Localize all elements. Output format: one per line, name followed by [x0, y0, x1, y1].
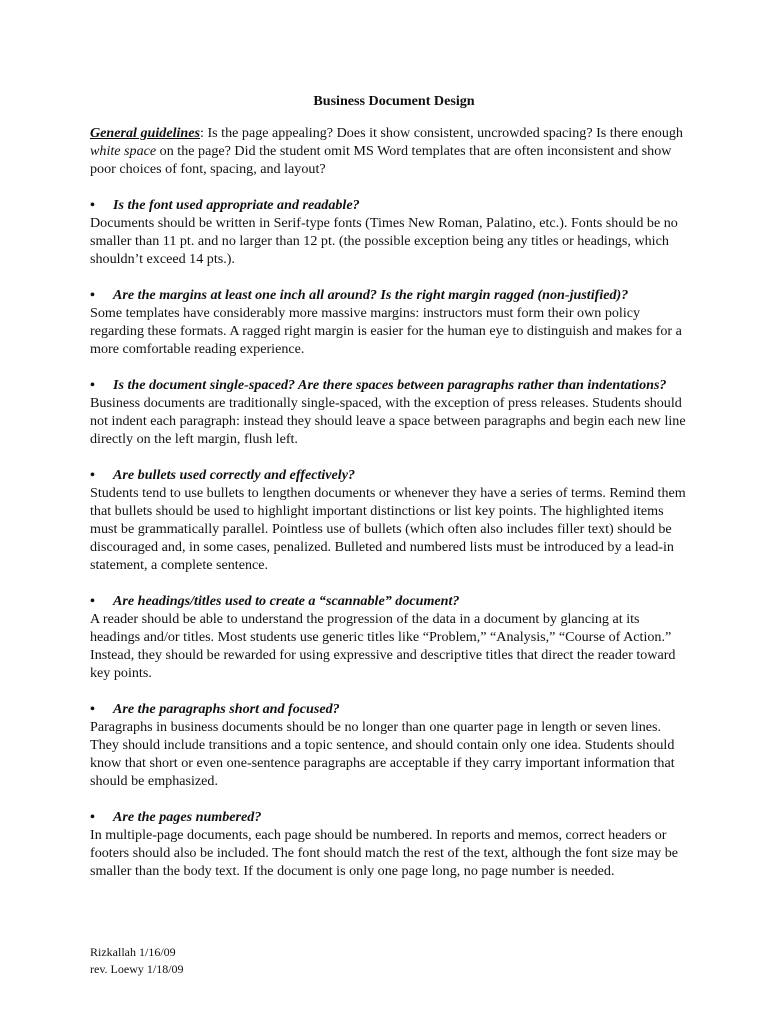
section-question [90, 466, 690, 484]
section-body: Business documents are traditionally single-spaced, with the exception of press releases. Students should not indent each paragraph: instead they should leave a space between paragraphs and begin each new line directly on the left margin, flush left. [90, 395, 686, 447]
question-text: Is the font used appropriate and readable? [113, 197, 360, 213]
section-page-numbers [90, 808, 690, 880]
section-question [90, 592, 690, 610]
section-body: Documents should be written in Serif-type fonts (Times New Roman, Palatino, etc.). Fonts should be no smaller than 11 pt. and no larger than 12 pt. (the possible exception being any titles or headings, which shouldn’t exceed 14 pts.). [90, 215, 678, 267]
bullet-icon: • [90, 701, 95, 717]
bullet-icon: • [90, 809, 95, 825]
document-footer [90, 944, 184, 978]
section-body: Students tend to use bullets to lengthen documents or whenever they have a series of terms. Remind them that bullets should be used to highlight important distinctions or list key points. The highlighted items must be grammatically parallel. Pointless use of bullets (which often also includes filler text) should be discouraged and, in some cases, penalized. Bulleted and numbered lists must be introduced by a lead-in statement, a complete sentence. [90, 485, 686, 573]
question-text: Are the margins at least one inch all around? Is the right margin ragged (non-justified)? [113, 287, 629, 303]
document-title: Business Document Design [313, 93, 475, 109]
question-text: Are headings/titles used to create a “scannable” document? [113, 593, 460, 609]
footer-revision-line: rev. Loewy 1/18/09 [90, 962, 184, 976]
section-body: In multiple-page documents, each page should be numbered. In reports and memos, correct headers or footers should also be included. The font should match the rest of the text, although the font size may be smaller than the body text. If the document is only one page long, no page number is needed. [90, 827, 679, 879]
intro-text-2: on the page? Did the student omit MS Word templates that are often inconsistent and show poor choices of font, spacing, and layout? [90, 143, 672, 177]
section-margins [90, 286, 690, 358]
intro-text-1: : Is the page appealing? Does it show consistent, uncrowded spacing? Is there enough [200, 125, 683, 141]
bullet-icon: • [90, 593, 95, 609]
footer-author-line: Rizkallah 1/16/09 [90, 945, 176, 959]
general-guidelines-lead: General guidelines [90, 125, 201, 141]
section-spacing [90, 376, 690, 448]
section-body: Paragraphs in business documents should be no longer than one quarter page in length or seven lines. They should include transitions and a topic sentence, and should contain only one idea. Students should know that short or even one-sentence paragraphs are acceptable if they carry important information that should be emphasized. [90, 719, 675, 789]
section-question [90, 376, 690, 394]
bullet-icon: • [90, 287, 95, 303]
general-guidelines-paragraph [90, 124, 690, 178]
section-question [90, 196, 690, 214]
section-body: Some templates have considerably more massive margins: instructors must form their own policy regarding these formats. A ragged right margin is easier for the human eye to distinguish and makes for a more comfortable reading experience. [90, 305, 682, 357]
section-paragraphs [90, 700, 690, 790]
question-text: Are the pages numbered? [113, 809, 262, 825]
bullet-icon: • [90, 377, 95, 393]
section-font [90, 196, 690, 268]
section-bullets [90, 466, 690, 574]
section-question [90, 700, 690, 718]
bullet-icon: • [90, 197, 95, 213]
section-body: A reader should be able to understand the progression of the data in a document by glancing at its headings and/or titles. Most students use generic titles like “Problem,” “Analysis,” “Course of Action.” Instead, they should be rewarded for using expressive and descriptive titles that direct the reader toward key points. [90, 611, 676, 681]
section-question [90, 808, 690, 826]
question-text: Is the document single-spaced? Are there spaces between paragraphs rather than indentations? [113, 377, 667, 393]
question-text: Are bullets used correctly and effectively? [113, 467, 356, 483]
white-space-emphasis: white space [90, 143, 157, 159]
document-page [90, 92, 690, 898]
bullet-icon: • [90, 467, 95, 483]
section-headings [90, 592, 690, 682]
section-question [90, 286, 690, 304]
question-text: Are the paragraphs short and focused? [113, 701, 340, 717]
